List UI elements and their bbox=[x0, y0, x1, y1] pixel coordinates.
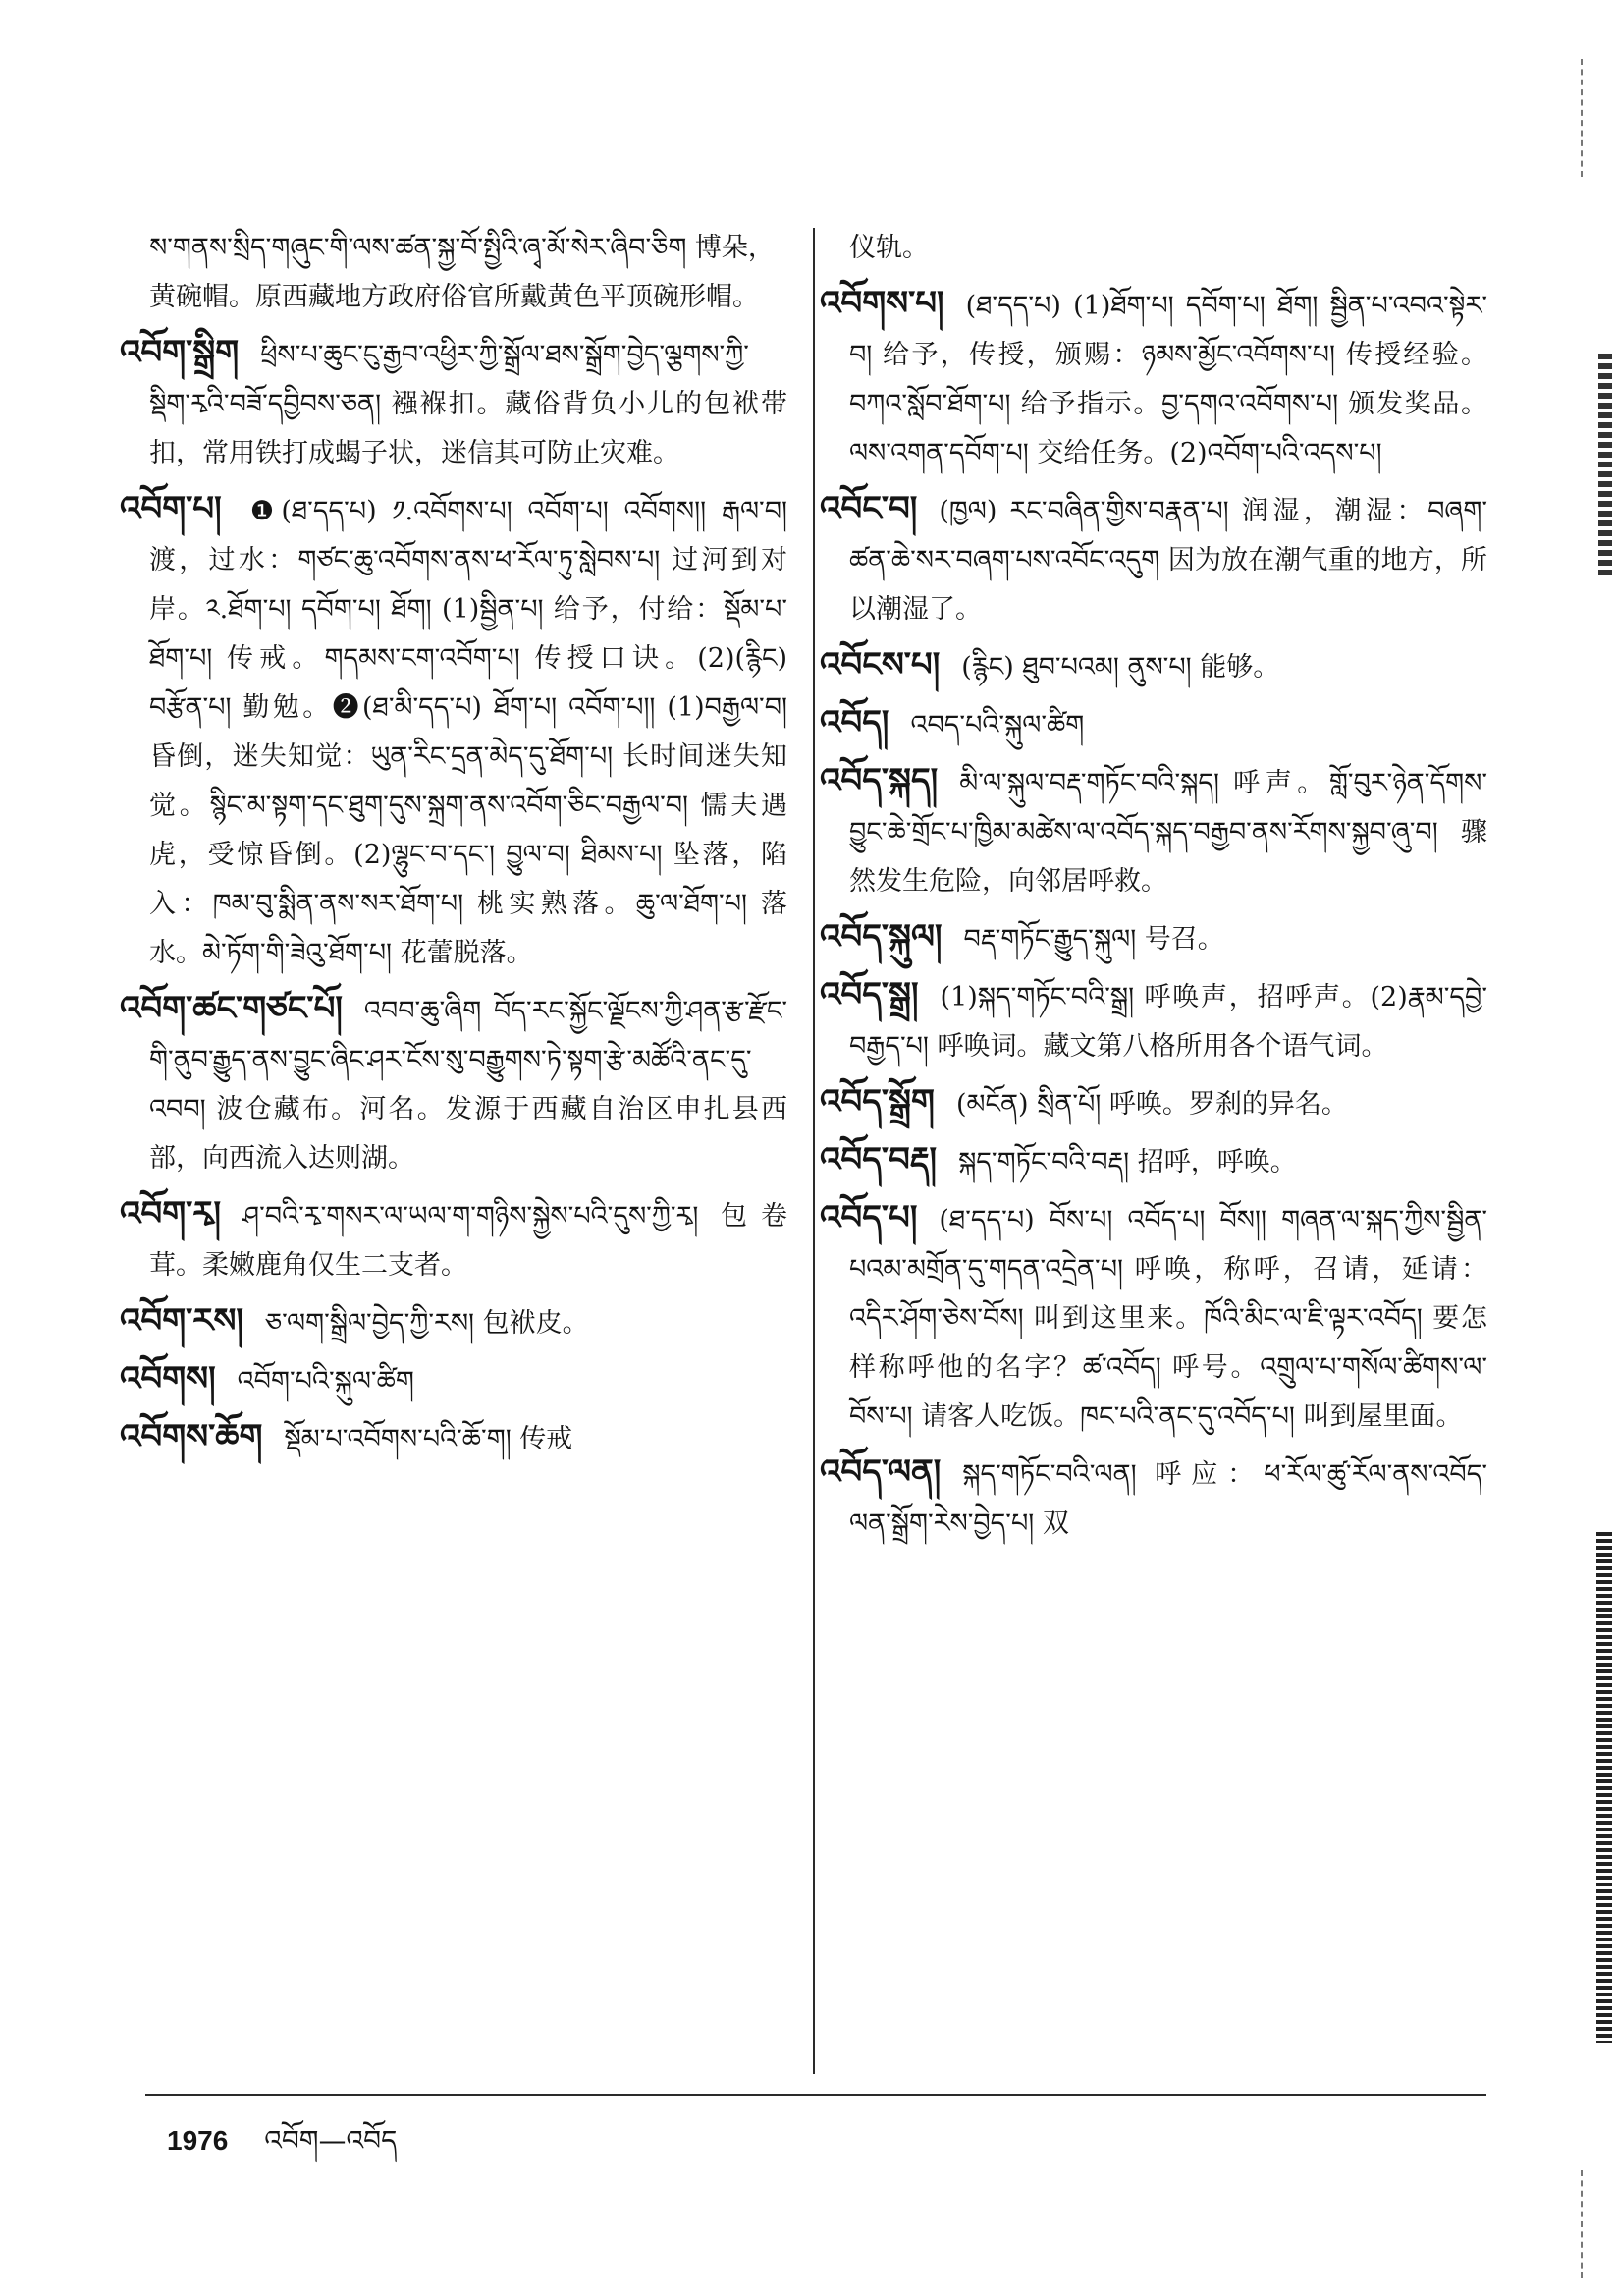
entry-definition: ཕྲིས་པ་ཆུང་ངུ་རྒྱབ་འཕྱིར་ཀྱི་སྒྲོལ་ཐས་སྒྲོག་བྱེད་ལྕགས་ཀྱི་སྡིག་རྭའི་བཟོ་དབྱིབས་ཅན། 襁褓扣。藏俗背负小儿的包袱带扣，常用铁打成蝎子状，迷信其可防止灾难。 bbox=[149, 340, 787, 468]
dictionary-entry bbox=[820, 912, 1487, 964]
entry-definition: མི་ལ་སྐུལ་བརྡ་གཏོང་བའི་སྐད། 呼声。གློ་བུར་ཉེན་དོགས་བྱུང་ཆེ་གྲོང་པ་ཁྱིམ་མཚེས་ལ་འབོད་སྐད་བརྒྱབ་ནས་རོགས་སྐྱབ་ཞུ་བ། 骤然发生危险，向邻居呼救。 bbox=[849, 768, 1487, 897]
entry-definition: ས་གནས་སྲིད་གཞུང་གི་ལས་ཚན་སྐྱ་བོ་སྤྱིའི་ཞྭ་མོ་སེར་ཞིབ་ཅིག 博朵，黄碗帽。原西藏地方政府俗官所戴黄色平顶碗形帽。 bbox=[149, 233, 775, 312]
page-number: 1976 bbox=[167, 2125, 229, 2156]
dictionary-entry bbox=[120, 1412, 787, 1464]
scan-edge-mark bbox=[1598, 354, 1612, 579]
column-divider bbox=[813, 228, 815, 2074]
entry-definition: འབབ་ཆུ་ཞིག བོད་རང་སྐྱོང་ལྗོངས་ཀྱི་ཤན་རྩ་རྫོང་གི་ནུབ་རྒྱུད་ནས་བྱུང་ཞིང་ཤར་ངོས་སུ་བརྒྱུགས་ཏེ་སྟག་རྩེ་མཚོའི་ནང་དུ་འབབ། 波仓藏布。河名。发源于西藏自治区申扎县西部，向西流入达则湖。 bbox=[149, 996, 787, 1174]
left-column bbox=[120, 224, 787, 1470]
entry-headword: འབོག་པ། bbox=[120, 489, 222, 528]
entry-headword: འབོངས་པ། bbox=[820, 645, 941, 684]
right-column bbox=[820, 224, 1487, 1555]
entry-definition: ❶(ཐ་དད་པ) ༡.འབོགས་པ། འབོག་པ། འབོགས།། རྒལ་བ། 渡，过水：གཙང་ཆུ་འབོགས་ནས་ཕ་རོལ་ཏུ་སླེབས་པ། 过河到对岸。༢.ཐོག་པ། དབོག་པ། ཐོག། (1)སྦྱིན་པ། 给予，付给：སྡོམ་པ་ཐོག་པ། 传戒。གདམས་ངག་འབོག་པ། 传授口诀。(2)(རྙིང) བརྩོན་པ། 勤勉。❷(ཐ་མི་དད་པ) ཐོག་པ། འབོག་པ།། (1)བརྒྱལ་བ། 昏倒，迷失知觉：ཡུན་རིང་དྲན་མེད་དུ་ཐོག་པ། 长时间迷失知觉。སྙིང་མ་སྟག་དང་ཐུག་དུས་སྐྲག་ནས་འབོག་ཅིང་བརྒྱལ་བ། 懦夫遇虎，受惊昏倒。(2)ལྷུང་བ་དང་། བྱུལ་བ། ཐིམས་པ། 坠落，陷入：ཁམ་བུ་སྨིན་ནས་སར་ཐོག་པ། 桃实熟落。ཆུ་ལ་ཐོག་པ། 落水。མེ་ཏོག་གི་ཟེའུ་ཐོག་པ། 花蕾脱落。 bbox=[149, 496, 787, 968]
entry-headword: འབོད་པ། bbox=[820, 1198, 918, 1237]
dictionary-entry bbox=[820, 1193, 1487, 1442]
dictionary-entry bbox=[820, 640, 1487, 692]
dictionary-entry bbox=[820, 1448, 1487, 1549]
dictionary-entry bbox=[820, 756, 1487, 906]
entry-definition: (ཐ་དད་པ) (1)ཐོག་པ། དབོག་པ། ཐོག། སྦྱིན་པ་འབའ་སྟེར་བ། 给予，传授，颁赐：ཉམས་མྱོང་འབོགས་པ། 传授经验。བཀའ་སློབ་ཐོག་པ། 给予指示。བྱ་དགའ་འབོགས་པ། 颁发奖品。ལས་འགན་དབོག་པ། 交给任务。(2)འབོག་པའི་འདས་པ། bbox=[849, 291, 1487, 468]
dictionary-entry bbox=[820, 484, 1487, 634]
entry-definition: (རྙིང) ཐུབ་པའམ། ནུས་པ། 能够。 bbox=[961, 652, 1280, 683]
scan-edge-mark bbox=[1581, 2170, 1616, 2278]
entry-definition: (ཐ་དད་པ) བོས་པ། འབོད་པ། བོས།། གཞན་ལ་སྐད་ཀྱིས་སྦྱིན་པའམ་མགྲོན་དུ་གདན་འདྲེན་པ། 呼唤，称呼，召请，延请：འདིར་ཤོག་ཅེས་བོས། 叫到这里来。ཁོའི་མིང་ལ་ཇི་ལྟར་འབོད། 要怎样称呼他的名字？ཚ་འབོད། 呼号。འགྲུལ་པ་གསོལ་ཚིགས་ལ་བོས་པ། 请客人吃饭。ཁང་པའི་ནང་དུ་འབོད་པ། 叫到屋里面。 bbox=[849, 1205, 1487, 1432]
entry-headword: འབོག་རྭ། bbox=[120, 1194, 222, 1233]
dictionary-entry-continued bbox=[849, 224, 1487, 273]
dictionary-entry-continued bbox=[149, 224, 787, 322]
entry-headword: འབོད་སྒྲོག bbox=[820, 1082, 935, 1121]
entry-headword: འབོད་སྐད། bbox=[820, 761, 939, 800]
entry-definition: འབོག་པའི་སྐུལ་ཚིག bbox=[237, 1366, 414, 1396]
dictionary-entry bbox=[120, 1296, 787, 1348]
page-footer bbox=[167, 2109, 397, 2187]
dictionary-entry bbox=[820, 1135, 1487, 1187]
dictionary-entry bbox=[120, 1189, 787, 1290]
entry-headword: འབོད། bbox=[820, 703, 889, 742]
dictionary-entry bbox=[820, 279, 1487, 478]
entry-headword: འབོད་བརྡ། bbox=[820, 1140, 938, 1179]
dictionary-entry bbox=[120, 328, 787, 478]
running-head: འབོག—འབོད bbox=[264, 2124, 398, 2157]
entry-definition: ཤ་བའི་རྭ་གསར་ལ་ཡལ་ག་གཉིས་སྐྱེས་པའི་དུས་ཀྱི་རྭ། 包卷茸。柔嫩鹿角仅生二支者。 bbox=[149, 1201, 787, 1281]
dictionary-entry bbox=[120, 984, 787, 1183]
entry-headword: འབོད་ལན། bbox=[820, 1452, 942, 1492]
entry-definition: བརྡ་གཏོང་རྒྱུད་སྐུལ། 号召。 bbox=[963, 924, 1224, 955]
entry-definition: སྡོམ་པ་འབོགས་པའི་ཆོ་ག། 传戒 bbox=[284, 1424, 573, 1454]
entry-headword: འབོགས། bbox=[120, 1359, 216, 1398]
scan-edge-mark bbox=[1581, 59, 1616, 177]
entry-headword: འབོད་སྒྲ། bbox=[820, 975, 919, 1014]
entry-headword: འབོགས་པ། bbox=[820, 284, 944, 323]
entry-definition: འབད་པའི་སྐུལ་ཚིག bbox=[910, 710, 1085, 740]
entry-definition: (ཁྱལ) རང་བཞིན་གྱིས་བརྣན་པ། 润湿，潮湿：བཞག་ཚན་ཆེ་སར་བཞག་པས་འབོང་འདུག 因为放在潮气重的地方，所以潮湿了。 bbox=[849, 496, 1487, 625]
entry-headword: འབོང་བ། bbox=[820, 489, 918, 528]
footer-rule bbox=[145, 2094, 1486, 2096]
scan-edge-mark bbox=[1596, 1532, 1612, 2043]
dictionary-entry bbox=[820, 1077, 1487, 1129]
entry-headword: འབོག་རས། bbox=[120, 1301, 243, 1340]
dictionary-entry bbox=[820, 970, 1487, 1071]
dictionary-entry bbox=[120, 484, 787, 978]
entry-definition: སྐད་གཏོང་བའི་ལན། 呼应：ཕ་རོལ་ཚུ་རོལ་ནས་འབོད་ལན་སྒྲོག་རེས་བྱེད་པ། 双 bbox=[849, 1459, 1487, 1539]
dictionary-entry bbox=[820, 698, 1487, 750]
entry-definition: ཅ་ལག་སྒྲིལ་བྱེད་ཀྱི་རས། 包袱皮。 bbox=[264, 1308, 589, 1339]
dictionary-entry bbox=[120, 1354, 787, 1406]
entry-definition: (མངོན) སྲིན་པོ། 呼唤。罗刹的异名。 bbox=[955, 1089, 1348, 1120]
entry-headword: འབོགས་ཆོག bbox=[120, 1417, 263, 1456]
entry-headword: འབོག་ཚང་གཙང་པོ། bbox=[120, 989, 343, 1028]
entry-headword: འབོད་སྐུལ། bbox=[820, 917, 943, 957]
entry-definition: སྐད་གཏོང་བའི་བརྡ། 招呼，呼唤。 bbox=[958, 1147, 1297, 1177]
entry-headword: འབོག་སྒྲིག bbox=[120, 333, 240, 372]
entry-definition: 仪轨。 bbox=[849, 233, 929, 263]
entry-definition: (1)སྐད་གཏོང་བའི་སྒྲ། 呼唤声，招呼声。(2)རྣམ་དབྱེ་བརྒྱད་པ། 呼唤词。藏文第八格所用各个语气词。 bbox=[849, 982, 1487, 1062]
